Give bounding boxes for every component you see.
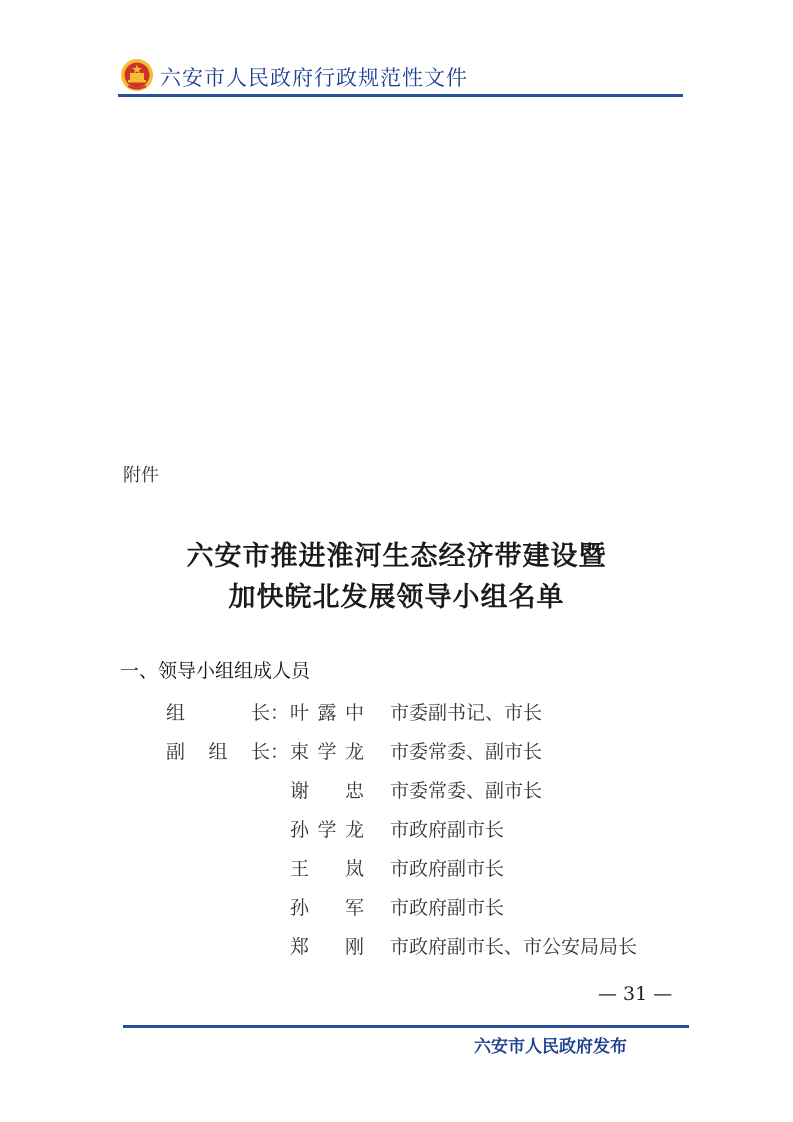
role-colon: ： xyxy=(270,702,290,724)
attachment-label: 附件 xyxy=(123,465,159,486)
section-heading: 一、领导小组组成人员 xyxy=(120,660,311,682)
header-title: 六安市人民政府行政规范性文件 xyxy=(160,66,468,90)
member-name: 叶露中 xyxy=(290,702,364,724)
national-emblem-icon xyxy=(120,58,154,92)
member-position: 市委副书记、市长 xyxy=(390,702,543,724)
member-name: 谢忠 xyxy=(290,780,364,802)
footer-divider xyxy=(123,1025,689,1028)
member-position: 市政府副市长 xyxy=(390,858,505,880)
member-role xyxy=(166,698,290,725)
member-position: 市政府副市长、市公安局局长 xyxy=(390,936,638,958)
role-colon: ： xyxy=(270,741,290,763)
page-number: — 31 — xyxy=(598,983,673,1005)
member-name: 孙军 xyxy=(290,897,364,919)
member-position: 市政府副市长 xyxy=(390,897,505,919)
member-position: 市委常委、副市长 xyxy=(390,780,543,802)
member-position: 市政府副市长 xyxy=(390,819,505,841)
member-name: 郑刚 xyxy=(290,936,364,958)
footer-publisher: 六安市人民政府发布 xyxy=(474,1037,627,1057)
member-role-text: 副组长 xyxy=(166,741,270,763)
header-divider xyxy=(118,94,683,97)
document-title-line-2: 加快皖北发展领导小组名单 xyxy=(228,582,565,613)
member-name: 束学龙 xyxy=(290,741,364,763)
member-name: 孙学龙 xyxy=(290,819,364,841)
member-role-text: 组长 xyxy=(166,702,270,724)
member-name: 王岚 xyxy=(290,858,364,880)
member-role xyxy=(166,737,290,764)
document-header xyxy=(118,56,683,100)
document-title-line-1: 六安市推进淮河生态经济带建设暨 xyxy=(186,541,607,572)
member-position: 市委常委、副市长 xyxy=(390,741,543,763)
